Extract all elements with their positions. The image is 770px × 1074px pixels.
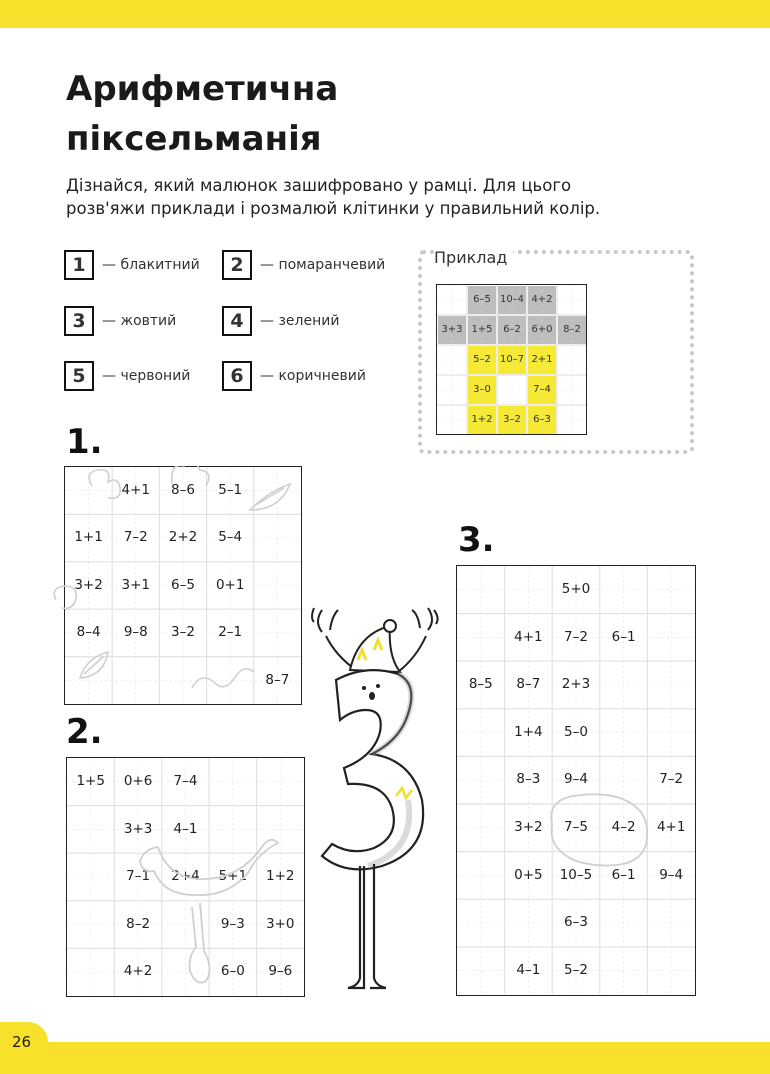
math-expression-cell[interactable]: 3+3	[441, 324, 463, 335]
math-expression-cell[interactable]: 4+2	[531, 294, 553, 305]
math-expression-cell[interactable]: 5–2	[473, 354, 491, 365]
math-expression-cell[interactable]: 2+3	[561, 676, 591, 693]
tray-outline-icon	[140, 840, 278, 895]
legend-item-1	[64, 250, 200, 280]
doodle-curl-icon	[172, 466, 209, 486]
math-expression-cell[interactable]: 5+0	[561, 581, 591, 597]
legend-item-6	[222, 361, 366, 391]
math-expression-cell[interactable]: 8–3	[516, 771, 541, 788]
math-expression-cell[interactable]: 6–3	[564, 914, 588, 931]
math-expression-cell[interactable]: 4–1	[516, 961, 541, 978]
legend-color-label: — помаранчевий	[260, 257, 386, 273]
math-expression-cell[interactable]: 10–4	[499, 294, 525, 305]
math-expression-cell[interactable]: 8–2	[563, 324, 581, 335]
math-expression-cell[interactable]: 7–4	[173, 773, 198, 789]
math-expression-cell[interactable]: 5–4	[218, 529, 243, 546]
task-2-label: 2.	[66, 712, 103, 752]
legend-color-label: — червоний	[102, 368, 191, 384]
math-expression-cell[interactable]: 5–1	[218, 482, 243, 498]
task-3-doodles	[456, 565, 696, 996]
math-expression-cell[interactable]: 4–1	[173, 820, 198, 837]
task-1-label: 1.	[66, 422, 103, 462]
math-expression-cell[interactable]: 8–6	[171, 482, 195, 498]
title-line-2: піксельманія	[66, 119, 322, 159]
math-expression-cell[interactable]: 3+0	[266, 915, 295, 932]
math-expression-cell[interactable]: 4–2	[611, 819, 636, 835]
leaf-icon	[250, 484, 290, 510]
legend-item-5	[64, 361, 190, 391]
math-expression-cell[interactable]: 3+2	[514, 819, 543, 835]
legend-item-2	[222, 250, 385, 280]
leaf-icon	[80, 652, 108, 678]
legend-number: 1	[64, 250, 94, 280]
math-expression-cell[interactable]: 1+1	[74, 529, 103, 546]
math-expression-cell[interactable]: 10–5	[559, 866, 593, 883]
math-expression-cell[interactable]: 7–2	[123, 529, 148, 546]
math-expression-cell[interactable]: 7–2	[659, 771, 684, 788]
legend-color-label: — зелений	[260, 313, 340, 329]
example-grid	[436, 284, 587, 435]
page-number: 26	[0, 1022, 48, 1062]
math-expression-cell[interactable]: 3–2	[503, 414, 521, 425]
math-expression-cell[interactable]: 4+1	[656, 819, 686, 835]
title-line-1: Арифметична	[66, 69, 339, 109]
math-expression-cell[interactable]: 5+1	[218, 868, 248, 885]
math-expression-cell[interactable]: 2+4	[171, 868, 200, 885]
math-expression-cell[interactable]: 4+2	[123, 963, 153, 980]
math-expression-cell[interactable]: 2–1	[218, 624, 243, 641]
instructions-line-1: Дізнайся, який малюнок зашифровано у рамці. Для цього	[66, 176, 572, 195]
math-expression-cell[interactable]: 3+1	[121, 576, 151, 593]
task-2-doodles	[66, 757, 305, 997]
top-yellow-band	[0, 0, 770, 28]
legend-item-3	[64, 306, 176, 336]
math-expression-cell[interactable]: 4+1	[514, 628, 543, 645]
math-expression-cell[interactable]: 1+5	[471, 324, 493, 335]
math-expression-cell[interactable]: 3+2	[74, 576, 103, 593]
doodle-swirl-icon	[48, 580, 88, 620]
example-label: Приклад	[434, 248, 513, 267]
legend-color-label: — коричневий	[260, 368, 366, 384]
instructions-line-2: розв'яжи приклади і розмалюй клітинки у правильний колір.	[66, 199, 601, 218]
spoon-outline-icon	[190, 903, 210, 983]
math-expression-cell[interactable]: 5–2	[564, 961, 588, 978]
math-expression-cell[interactable]: 0+6	[123, 773, 153, 789]
math-expression-cell[interactable]: 1+5	[76, 773, 105, 789]
math-expression-cell[interactable]: 8–5	[468, 676, 493, 693]
math-expression-cell[interactable]: 6–1	[611, 628, 636, 645]
legend-number: 6	[222, 361, 252, 391]
math-expression-cell[interactable]: 6–1	[611, 866, 636, 883]
math-expression-cell[interactable]: 3+3	[123, 820, 153, 837]
math-expression-cell[interactable]: 2+1	[531, 354, 553, 365]
math-expression-cell[interactable]: 9–8	[123, 624, 148, 641]
math-expression-cell[interactable]: 9–4	[564, 771, 588, 788]
legend-number: 5	[64, 361, 94, 391]
legend-number: 3	[64, 306, 94, 336]
math-expression-cell[interactable]: 2+2	[168, 529, 198, 546]
legend-color-label: — жовтий	[102, 313, 177, 329]
legend-item-4	[222, 306, 339, 336]
math-expression-cell[interactable]: 8–7	[516, 676, 541, 693]
math-expression-cell[interactable]: 10–7	[499, 354, 525, 365]
math-expression-cell[interactable]: 5–0	[564, 723, 588, 740]
math-expression-cell[interactable]: 9–6	[268, 963, 293, 980]
math-expression-cell[interactable]: 6–0	[220, 963, 245, 980]
math-expression-cell[interactable]: 1+2	[471, 414, 493, 425]
math-expression-cell[interactable]: 3–0	[473, 384, 491, 395]
mitten-outline-icon	[551, 794, 647, 865]
math-expression-cell[interactable]: 1+2	[266, 868, 295, 885]
math-expression-cell[interactable]: 0+1	[215, 576, 245, 593]
math-expression-cell[interactable]: 7–2	[564, 628, 588, 645]
math-expression-cell[interactable]: 6+0	[531, 324, 553, 335]
doodle-curl-icon	[192, 669, 254, 688]
math-expression-cell[interactable]: 8–7	[265, 671, 290, 688]
math-expression-cell[interactable]: 6–5	[473, 294, 491, 305]
legend-number: 2	[222, 250, 252, 280]
math-expression-cell[interactable]: 8–2	[126, 915, 151, 932]
math-expression-cell[interactable]: 6–5	[171, 576, 195, 593]
doodle-curl-icon	[89, 470, 120, 499]
math-expression-cell[interactable]: 9–3	[220, 915, 245, 932]
math-expression-cell[interactable]: 4+1	[121, 482, 151, 498]
math-expression-cell[interactable]: 0+5	[514, 866, 543, 883]
math-expression-cell[interactable]: 6–3	[533, 414, 551, 425]
number-three-mascot-illustration	[300, 600, 450, 995]
bottom-yellow-band	[0, 1042, 770, 1074]
math-expression-cell[interactable]: 1+4	[514, 723, 543, 740]
task-3-label: 3.	[458, 520, 495, 560]
legend-number: 4	[222, 306, 252, 336]
math-expression-cell[interactable]: 7–4	[533, 384, 551, 395]
task-1-doodles	[64, 466, 302, 705]
math-expression-cell[interactable]: 9–4	[659, 866, 684, 883]
math-expression-cell[interactable]: 7–5	[564, 819, 588, 835]
math-expression-cell[interactable]: 6–2	[503, 324, 521, 335]
math-expression-cell[interactable]: 7–1	[126, 868, 151, 885]
math-expression-cell[interactable]: 8–4	[76, 624, 101, 641]
legend-color-label: — блакитний	[102, 257, 200, 273]
math-expression-cell[interactable]: 3–2	[171, 624, 195, 641]
page-title	[66, 64, 338, 164]
instructions	[66, 174, 600, 220]
